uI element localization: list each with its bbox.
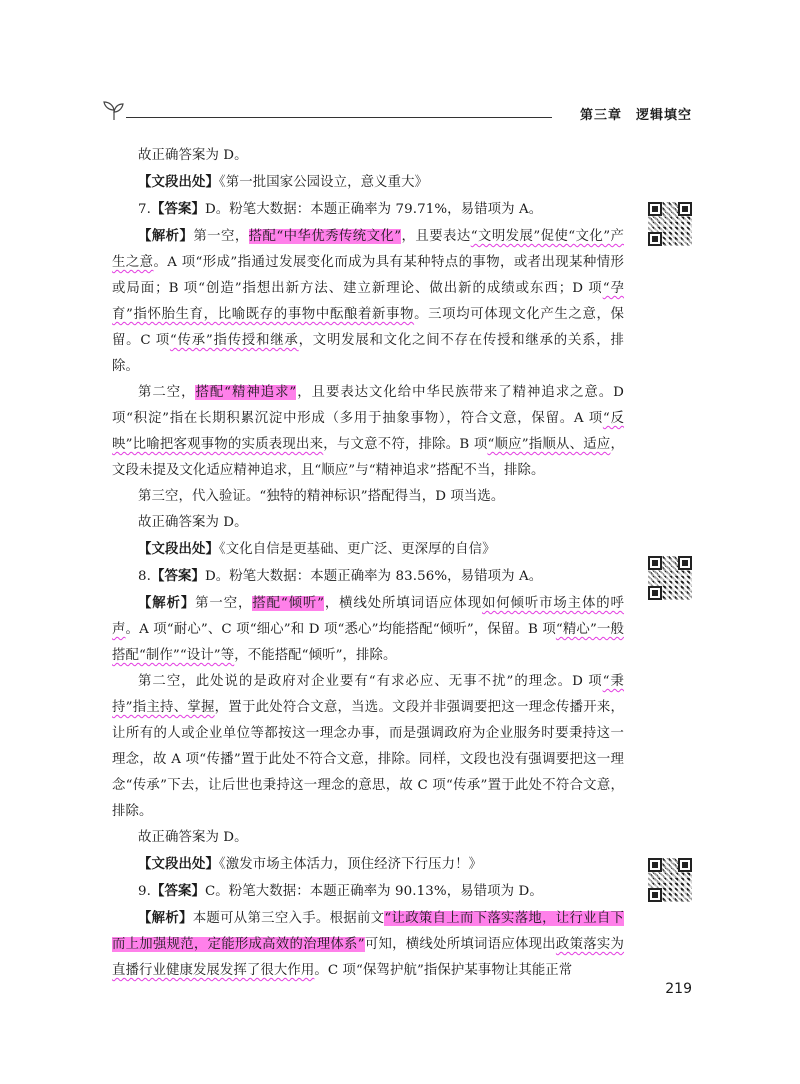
bold-label: 【答案】 <box>150 201 205 217</box>
wavy-underlined-text: 政策落实为直播行业健康发展发挥了很大作用 <box>112 937 625 978</box>
wavy-underlined-text: “文明发展”促使“文化”产生之意 <box>112 229 624 270</box>
text-run: ，横线处所填词语应体现 <box>324 596 482 611</box>
wavy-underlined-text: “孕育”指怀胎生育，比喻既存的事物中酝酿着新事物 <box>112 281 625 322</box>
paragraph <box>112 851 624 878</box>
running-header <box>100 98 692 128</box>
highlighted-text: 搭配“倾听” <box>252 596 325 611</box>
text-run: ，与文意不符，排除。B 项 <box>323 437 488 452</box>
highlighted-text: “让政策自上而下落实落地，让行业自下而上加强规范，定能形成高效的治理体系” <box>112 911 624 952</box>
text-run: 第三空，代入验证。“独特的精神标识”搭配得当，D 项当选。 <box>138 489 505 504</box>
bold-label: 【文段出处】 <box>138 174 219 190</box>
text-run: ，文明发展和文化之间不存在传授和继承的关系，排除。 <box>112 333 624 374</box>
text-run: 。A 项“形成”指通过发展变化而成为具有某种特点的事物，或者出现某种情形或局面；B 项“创造”指想出新方法、建立新理论、做出新的成绩或东西；D 项 <box>112 255 624 296</box>
qr-code-icon <box>648 858 692 902</box>
text-run: 。C 项“保驾护航”指保护某事物让其能正常 <box>314 963 573 978</box>
text-run: 第二空，此处说的是政府对企业要有“有求必应、无事不扰”的理念。D 项 <box>138 674 603 689</box>
bold-label: 【文段出处】 <box>138 541 219 557</box>
text-run: 。A 项“耐心”、C 项“细心”和 D 项“悉心”均能搭配“倾听”，保留。B 项 <box>125 622 556 637</box>
highlighted-text: 搭配“精神追求” <box>195 385 297 400</box>
text-run: 9. <box>138 884 151 899</box>
wavy-underlined-text: “传承”指传授和继承 <box>169 333 299 348</box>
wavy-underlined-text: 如何倾听市场主体的呼声 <box>112 596 625 637</box>
text-run: 本题可从第三空入手。根据前文 <box>192 911 385 926</box>
text-run: 第一空， <box>195 596 253 611</box>
page-number: 219 <box>665 981 692 997</box>
paragraph <box>112 169 624 196</box>
qr-code-icon <box>648 202 692 246</box>
paragraph <box>112 484 624 510</box>
highlighted-text: 搭配“中华优秀传统文化” <box>248 229 402 244</box>
paragraph <box>112 196 624 223</box>
text-run: ，且要表达文化给中华民族带来了精神追求之意。D 项“积淀”指在长期积累沉淀中形成（多用于抽象事物），符合文意，保留。A 项 <box>112 385 624 426</box>
paragraph <box>112 590 624 669</box>
text-run: 《文化自信是更基础、更广泛、更深厚的自信》 <box>218 542 496 557</box>
text-run: 8. <box>138 569 151 584</box>
text-run: 《激发市场主体活力，顶住经济下行压力！》 <box>218 857 483 872</box>
text-run: D。粉笔大数据：本题正确率为 79.71%，易错项为 A。 <box>204 202 543 217</box>
bold-label: 【解析】 <box>138 595 196 611</box>
text-run: 可知，横线处所填词语应体现出 <box>364 937 556 952</box>
chapter-title <box>580 104 692 123</box>
text-run: ，置于此处符合文意，当选。文段并非强调要把这一理念传播开来，让所有的人或企业单位等都按这一理念办事，而是强调政府为企业服务时要秉持这一理念，故 A 项“传播”置于此处不符合文意，排除。同样，文段也没有强调要把这一理念“传承”下去，让后世也秉持这一理念的意思，故 C 项“传承”置于此处不符合文意，排除。 <box>112 700 624 819</box>
bold-label: 【文段出处】 <box>138 856 219 872</box>
bold-label: 【解析】 <box>138 910 193 926</box>
body-text <box>112 143 624 984</box>
text-run: 第二空， <box>138 385 196 400</box>
paragraph <box>112 669 624 825</box>
paragraph <box>112 905 624 984</box>
text-run: ，不能搭配“倾听”，排除。 <box>234 648 397 663</box>
paragraph <box>112 380 624 484</box>
paragraph <box>112 878 624 905</box>
paragraph <box>112 825 624 851</box>
paragraph <box>112 536 624 563</box>
text-run: D。粉笔大数据：本题正确率为 83.56%，易错项为 A。 <box>204 569 543 584</box>
wavy-underlined-text: “反映”比喻把客观事物的实质表现出来 <box>112 411 625 452</box>
bold-label: 【答案】 <box>150 568 205 584</box>
wavy-underlined-text: “精心”一般搭配“制作”“设计”等 <box>112 622 624 663</box>
text-run: 第一空， <box>193 229 249 244</box>
wavy-underlined-text: “秉持”指主持、掌握 <box>112 674 624 715</box>
text-run: 。三项均可体现文化产生之意，保留。C 项 <box>112 307 625 348</box>
paragraph <box>112 563 624 590</box>
text-run: 故正确答案为 D。 <box>138 515 248 530</box>
text-run: 7. <box>138 202 151 217</box>
text-run: 故正确答案为 D。 <box>138 830 248 845</box>
paragraph <box>112 510 624 536</box>
header-rule <box>126 117 552 118</box>
text-run: 故正确答案为 D。 <box>138 148 248 163</box>
sprout-icon <box>100 98 128 126</box>
text-run: C。粉笔大数据：本题正确率为 90.13%，易错项为 D。 <box>204 884 543 899</box>
text-run: 《第一批国家公园设立，意义重大》 <box>218 175 429 190</box>
paragraph <box>112 223 624 380</box>
bold-label: 【答案】 <box>150 883 205 899</box>
bold-label: 【解析】 <box>138 228 194 244</box>
section-label: 逻辑填空 <box>635 108 692 123</box>
qr-code-icon <box>648 556 692 600</box>
text-run: ，文段未提及文化适应精神追求，且“顺应”与“精神追求”搭配不当，排除。 <box>112 437 624 478</box>
chapter-label: 第三章 <box>579 108 622 123</box>
text-run: ，且要表达 <box>401 229 471 244</box>
paragraph <box>112 143 624 169</box>
wavy-underlined-text: “顺应”指顺从、适应 <box>487 437 611 452</box>
